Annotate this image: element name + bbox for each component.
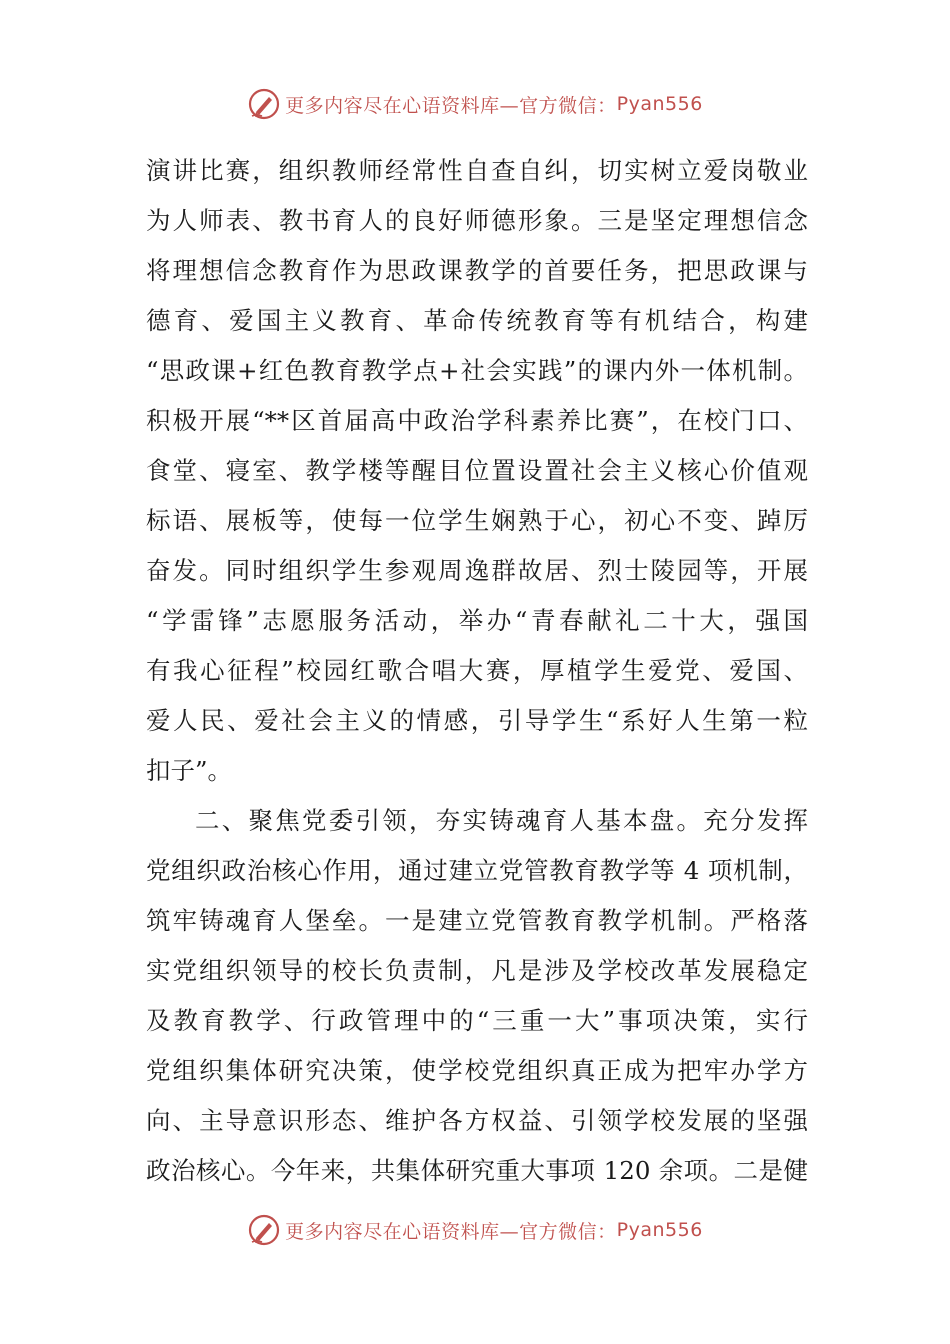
text-line: 及教育教学、行政管理中的“三重一大”事项决策，实行	[146, 1006, 808, 1035]
watermark-id: Pyan556	[616, 93, 703, 115]
text-line: 奋发。同时组织学生参观周逸群故居、烈士陵园等，开展	[146, 556, 808, 585]
watermark-text: 更多内容尽在心语资料库—官方微信：	[285, 94, 617, 117]
text-line: 演讲比赛，组织教师经常性自查自纠，切实树立爱岗敬业	[146, 156, 808, 185]
watermark-text: 更多内容尽在心语资料库—官方微信：	[285, 1220, 617, 1243]
text-line: “学雷锋”志愿服务活动，举办“青春献礼二十大，强国	[146, 606, 808, 635]
text-line: 党组织政治核心作用，通过建立党管教育教学等 4 项机制，	[146, 856, 808, 885]
text-line: 爱人民、爱社会主义的情感，引导学生“系好人生第一粒	[146, 706, 808, 735]
text-line: 有我心征程”校园红歌合唱大赛，厚植学生爱党、爱国、	[146, 656, 808, 685]
text-line: 向、主导意识形态、维护各方权益、引领学校发展的坚强	[146, 1106, 808, 1135]
text-line: 食堂、寝室、教学楼等醒目位置设置社会主义核心价值观	[146, 456, 808, 485]
watermark-footer	[0, 1210, 950, 1250]
text-line: 实党组织领导的校长负责制，凡是涉及学校改革发展稳定	[146, 956, 808, 985]
text-line: 将理想信念教育作为思政课教学的首要任务，把思政课与	[146, 256, 808, 285]
text-line: 积极开展“**区首届高中政治学科素养比赛”，在校门口、	[146, 406, 808, 435]
watermark-header	[0, 84, 950, 124]
text-line: “思政课+红色教育教学点+社会实践”的课内外一体机制。	[146, 356, 808, 385]
text-line: 为人师表、教书育人的良好师德形象。三是坚定理想信念	[146, 206, 808, 235]
text-line: 标语、展板等，使每一位学生娴熟于心，初心不变、踔厉	[146, 506, 808, 535]
pen-logo-icon	[247, 87, 281, 121]
document-body	[146, 146, 808, 1196]
text-line: 扣子”。	[146, 756, 233, 785]
text-line: 德育、爱国主义教育、革命传统教育等有机结合，构建	[146, 306, 808, 335]
watermark-id: Pyan556	[616, 1219, 703, 1241]
pen-logo-icon	[247, 1213, 281, 1247]
text-line: 二、聚焦党委引领，夯实铸魂育人基本盘。充分发挥	[195, 806, 808, 835]
text-line: 政治核心。今年来，共集体研究重大事项 120 余项。二是健	[146, 1156, 808, 1185]
text-line: 党组织集体研究决策，使学校党组织真正成为把牢办学方	[146, 1056, 808, 1085]
text-line: 筑牢铸魂育人堡垒。一是建立党管教育教学机制。严格落	[146, 906, 808, 935]
